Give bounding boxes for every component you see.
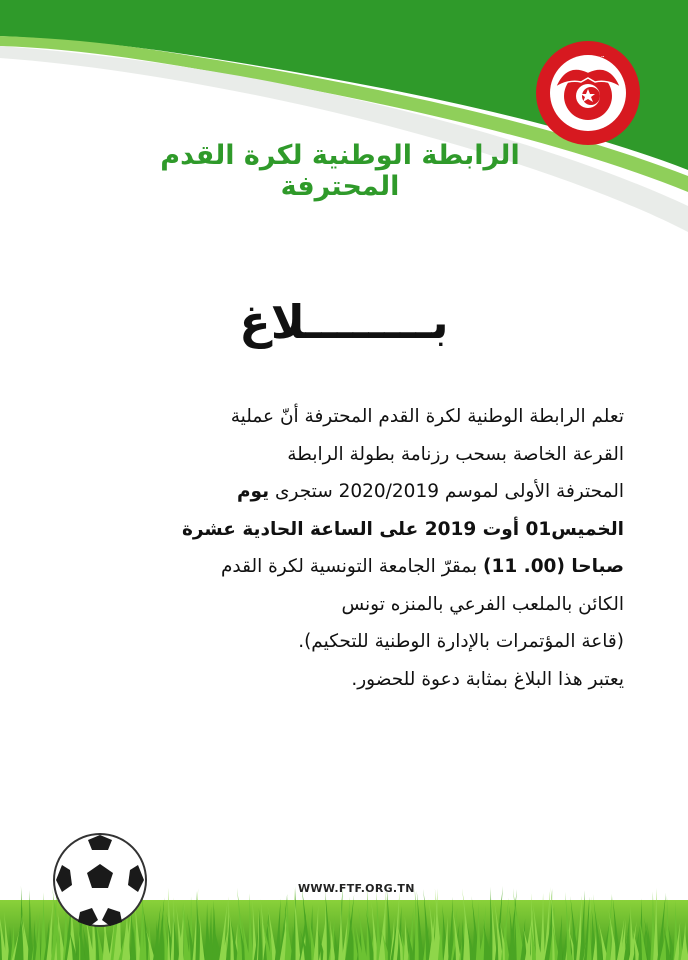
body-line-5-time: صباحا (00. 11) — [483, 556, 624, 577]
body-line-8: يعتبر هذا البلاغ بمثابة دعوة للحضور. — [351, 668, 624, 690]
body-line-4: الخميس01 أوت 2019 على الساعة الحادية عشرة — [181, 518, 624, 540]
body-line-3 — [58, 473, 624, 511]
body-line-3-day: يوم — [237, 481, 270, 502]
body-line-3-text: المحترفة الأولى لموسم 2020/2019 ستجرى — [275, 481, 624, 502]
soccer-ball-icon — [50, 830, 150, 930]
communique-body — [58, 398, 624, 698]
body-line-5-text: بمقرّ الجامعة التونسية لكرة القدم — [220, 556, 478, 577]
communique-heading: بــــــــلاغ — [239, 295, 449, 349]
body-line-5 — [58, 548, 624, 586]
league-title: الرابطة الوطنية لكرة القدم المحترفة — [160, 140, 520, 202]
body-line-2: القرعة الخاصة بسحب رزنامة بطولة الرابطة — [287, 443, 624, 465]
logo-arabic-text: تونس — [571, 51, 605, 65]
body-line-1: تعلم الرابطة الوطنية لكرة القدم المحترفة أنّ عملية — [230, 406, 624, 427]
website-link[interactable]: WWW.FTF.ORG.TN — [298, 882, 415, 895]
body-line-7: (قاعة المؤتمرات بالإدارة الوطنية للتحكيم). — [298, 631, 624, 652]
body-line-6: الكائن بالملعب الفرعي بالمنزه تونس — [341, 593, 624, 615]
ftf-logo-icon — [533, 38, 643, 148]
